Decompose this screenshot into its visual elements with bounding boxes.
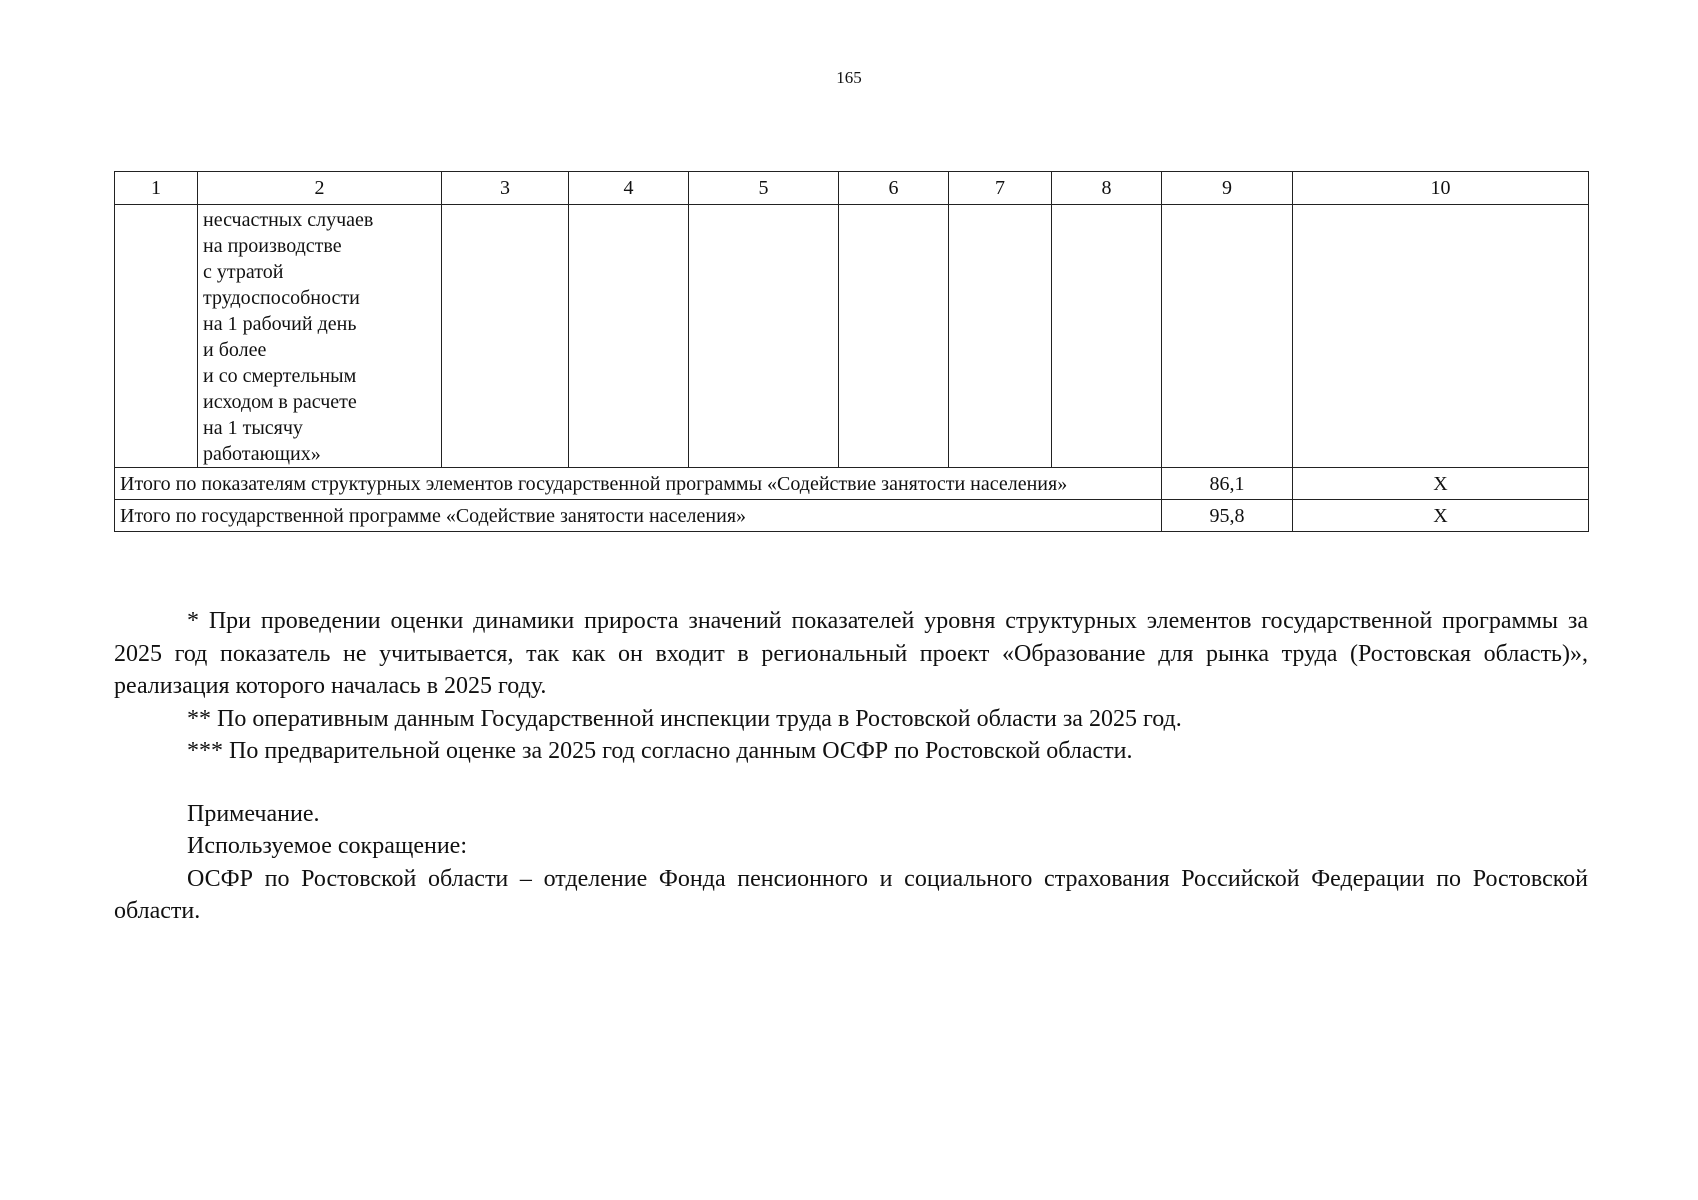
page-number: 165	[836, 68, 862, 87]
column-number-10: 10	[1293, 172, 1589, 205]
total-value: 95,8	[1162, 500, 1293, 532]
total-mark: Х	[1293, 468, 1589, 500]
total-row-program	[115, 500, 1589, 532]
total-value: 86,1	[1162, 468, 1293, 500]
column-number-1: 1	[115, 172, 198, 205]
column-number-8: 8	[1052, 172, 1162, 205]
column-number-5: 5	[689, 172, 839, 205]
total-label: Итого по государственной программе «Содействие занятости населения»	[115, 500, 1162, 532]
footnote-1: * При проведении оценки динамики прироста значений показателей уровня структурных элементов государственной программы за 2025 год показатель не учитывается, так как он входит в региональный проект «Образование для рынка труда (Ростовская область)», реализация которого началась в 2025 году.	[114, 608, 1588, 699]
indicators-table	[114, 171, 1589, 532]
indicator-cell-5	[689, 205, 839, 468]
note-abbreviation: ОСФР по Ростовской области – отделение Фонда пенсионного и социального страхования Российской Федерации по Ростовской области.	[114, 865, 1588, 924]
indicator-row	[115, 205, 1589, 468]
column-number-3: 3	[442, 172, 569, 205]
indicator-cell-7	[949, 205, 1052, 468]
indicator-cell-10	[1293, 205, 1589, 468]
indicator-cell-1	[115, 205, 198, 468]
indicator-cell-4	[569, 205, 689, 468]
note-heading: Примечание.	[187, 800, 320, 827]
indicator-name-cell: несчастных случаев на производстве с утратой трудоспособности на 1 рабочий день и более и со смертельным исходом в расчете на 1 тысячу работающих»	[198, 205, 442, 468]
column-number-7: 7	[949, 172, 1052, 205]
indicator-cell-3	[442, 205, 569, 468]
column-number-9: 9	[1162, 172, 1293, 205]
column-number-row	[115, 172, 1589, 205]
footnote-2: ** По оперативным данным Государственной инспекции труда в Ростовской области за 2025 год.	[187, 705, 1182, 732]
column-number-6: 6	[839, 172, 949, 205]
column-number-4: 4	[569, 172, 689, 205]
total-mark: Х	[1293, 500, 1589, 532]
column-number-2: 2	[198, 172, 442, 205]
indicator-cell-8	[1052, 205, 1162, 468]
indicator-cell-6	[839, 205, 949, 468]
note-subheading: Используемое сокращение:	[187, 833, 467, 859]
total-label: Итого по показателям структурных элементов государственной программы «Содействие занятости населения»	[115, 468, 1162, 500]
indicator-cell-9	[1162, 205, 1293, 468]
notes-section	[114, 605, 1588, 928]
footnote-3: *** По предварительной оценке за 2025 год согласно данным ОСФР по Ростовской области.	[187, 738, 1133, 764]
total-row-structural	[115, 468, 1589, 500]
